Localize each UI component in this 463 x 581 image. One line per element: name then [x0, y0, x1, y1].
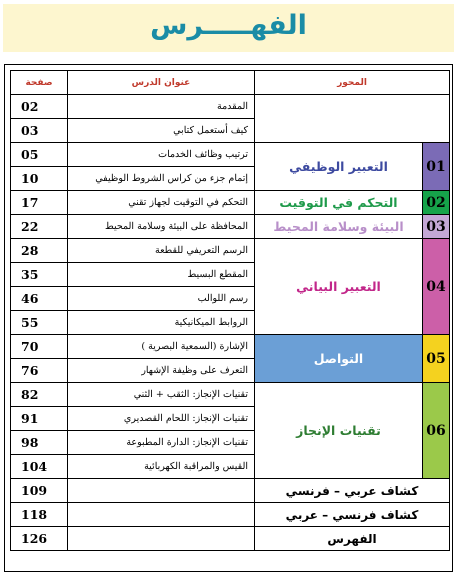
lesson-title: التعرف على وظيفة الإشهار	[68, 359, 255, 383]
lesson-page-number: 22	[11, 215, 68, 239]
lesson-title: تقنيات الإنجاز: الدارة المطبوعة	[68, 431, 255, 455]
appendix-page-number: 118	[11, 503, 68, 527]
lesson-page-number: 35	[11, 263, 68, 287]
lesson-title: إتمام جزء من كراس الشروط الوظيفي	[68, 167, 255, 191]
axis-name: التحكم في التوقيت	[255, 191, 423, 215]
page-title: الفهـــــرس	[150, 10, 307, 41]
lesson-title: التحكم في التوقيت لجهاز تقني	[68, 191, 255, 215]
header-lesson: عنوان الدرس	[68, 71, 255, 95]
axis-number: 02	[423, 191, 450, 215]
lesson-page-number: 98	[11, 431, 68, 455]
axis-name: تقنيات الإنجاز	[255, 383, 423, 479]
appendix-title: الفهرس	[255, 527, 450, 551]
appendix-row	[11, 527, 450, 551]
lesson-row	[11, 383, 450, 407]
lesson-page-number: 02	[11, 95, 68, 119]
appendix-title: كشاف عربي – فرنسي	[255, 479, 450, 503]
lesson-row	[11, 95, 450, 119]
lesson-page-number: 46	[11, 287, 68, 311]
lesson-title: المقطع البسيط	[68, 263, 255, 287]
lesson-title: كيف أستعمل كتابي	[68, 119, 255, 143]
lesson-page-number: 03	[11, 119, 68, 143]
lesson-title: الإشارة (السمعية البصرية )	[68, 335, 255, 359]
lesson-page-number: 82	[11, 383, 68, 407]
lesson-row	[11, 215, 450, 239]
appendix-empty-cell	[68, 527, 255, 551]
lesson-title: الرسم التعريفي للقطعة	[68, 239, 255, 263]
lesson-page-number: 28	[11, 239, 68, 263]
header-row	[11, 71, 450, 95]
axis-number: 03	[423, 215, 450, 239]
appendix-empty-cell	[68, 503, 255, 527]
lesson-page-number: 55	[11, 311, 68, 335]
axis-name: التعبير الوظيفي	[255, 143, 423, 191]
title-banner	[3, 4, 454, 52]
lesson-page-number: 104	[11, 455, 68, 479]
appendix-row	[11, 503, 450, 527]
lesson-page-number: 05	[11, 143, 68, 167]
axis-number: 06	[423, 383, 450, 479]
lesson-title: الروابط الميكانيكية	[68, 311, 255, 335]
lesson-title: رسم اللوالب	[68, 287, 255, 311]
lesson-row	[11, 239, 450, 263]
lesson-row	[11, 143, 450, 167]
lesson-title: ترتيب وظائف الخدمات	[68, 143, 255, 167]
toc-table	[10, 70, 450, 551]
lesson-page-number: 10	[11, 167, 68, 191]
lesson-title: تقنيات الإنجاز: اللحام القصديري	[68, 407, 255, 431]
axis-name: التعبير البياني	[255, 239, 423, 335]
axis-blank-cell	[255, 95, 450, 143]
lesson-title: تقنيات الإنجاز: الثقب + الثني	[68, 383, 255, 407]
lesson-page-number: 17	[11, 191, 68, 215]
lesson-row	[11, 335, 450, 359]
appendix-row	[11, 479, 450, 503]
appendix-title: كشاف فرنسي – عربي	[255, 503, 450, 527]
axis-number: 01	[423, 143, 450, 191]
axis-number: 05	[423, 335, 450, 383]
appendix-page-number: 126	[11, 527, 68, 551]
header-axis: المحور	[255, 71, 450, 95]
lesson-page-number: 70	[11, 335, 68, 359]
lesson-page-number: 76	[11, 359, 68, 383]
lesson-title: القيس والمراقبة الكهربائية	[68, 455, 255, 479]
lesson-title: المقدمة	[68, 95, 255, 119]
header-page: صفحة	[11, 71, 68, 95]
axis-name: التواصل	[255, 335, 423, 383]
appendix-page-number: 109	[11, 479, 68, 503]
lesson-title: المحافظة على البيئة وسلامة المحيط	[68, 215, 255, 239]
appendix-empty-cell	[68, 479, 255, 503]
axis-number: 04	[423, 239, 450, 335]
axis-name: البيئة وسلامة المحيط	[255, 215, 423, 239]
lesson-row	[11, 191, 450, 215]
lesson-page-number: 91	[11, 407, 68, 431]
